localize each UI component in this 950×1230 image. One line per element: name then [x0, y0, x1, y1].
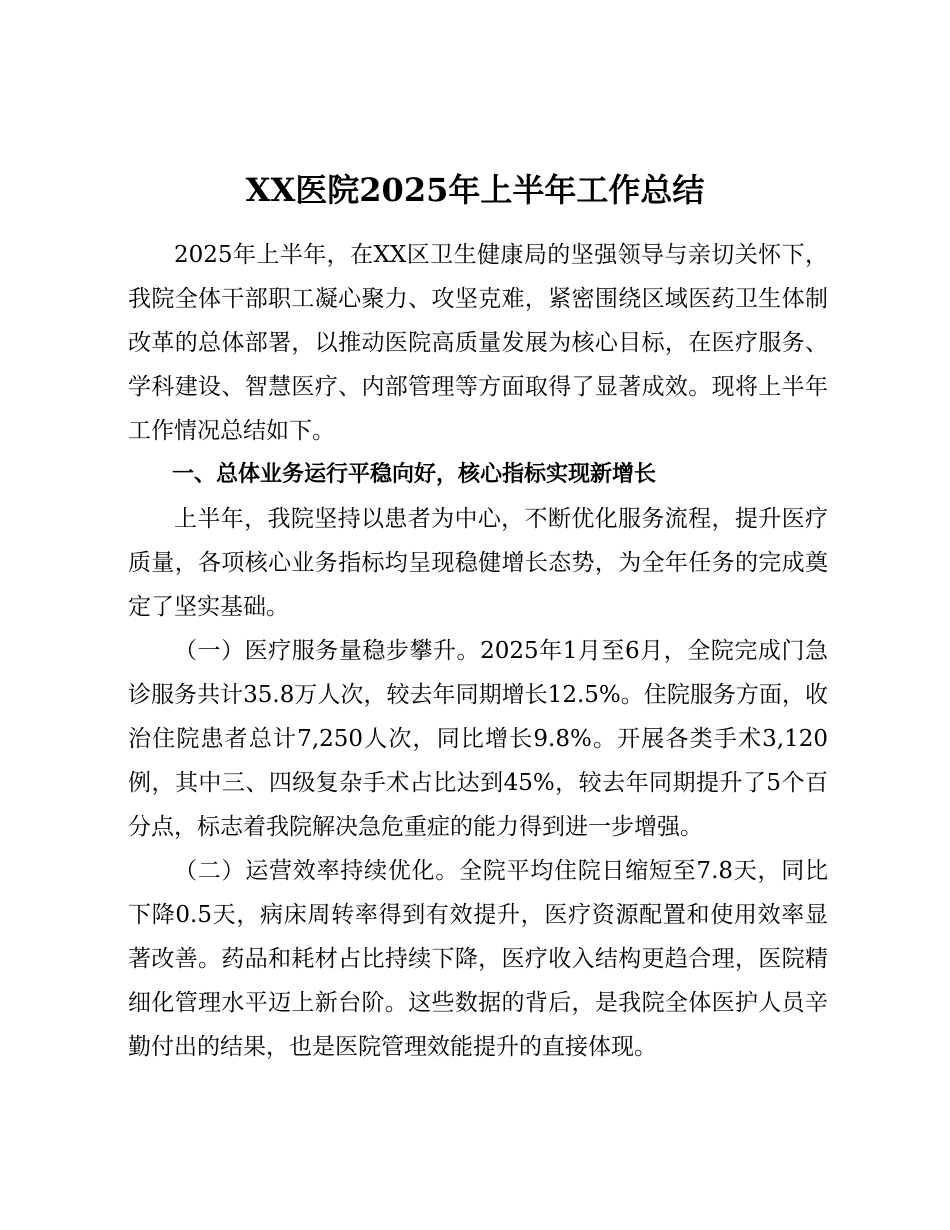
section-intro-paragraph: 上半年，我院坚持以患者为中心，不断优化服务流程，提升医疗质量，各项核心业务指标均呈现稳健增长态势，为全年任务的完成奠定了坚实基础。 [128, 506, 828, 620]
document-body [128, 233, 828, 1069]
section-heading: 一、总体业务运行平稳向好，核心指标实现新增长 [172, 462, 657, 487]
intro-paragraph: 2025年上半年，在XX区卫生健康局的坚强领导与亲切关怀下，我院全体干部职工凝心聚力、攻坚克难，紧密围绕区域医药卫生体制改革的总体部署，以推动医院高质量发展为核心目标，在医疗服务、学科建设、智慧医疗、内部管理等方面取得了显著成效。现将上半年工作情况总结如下。 [128, 242, 828, 444]
operation-efficiency-paragraph: （二）运营效率持续优化。全院平均住院日缩短至7.8天，同比下降0.5天，病床周转率得到有效提升，医疗资源配置和使用效率显著改善。药品和耗材占比持续下降，医疗收入结构更趋合理，医院精细化管理水平迈上新台阶。这些数据的背后，是我院全体医护人员辛勤付出的结果，也是医院管理效能提升的直接体现。 [128, 858, 828, 1060]
document-title: XX医院2025年上半年工作总结 [245, 171, 705, 209]
medical-service-paragraph: （一）医疗服务量稳步攀升。2025年1月至6月，全院完成门急诊服务共计35.8万人次，较去年同期增长12.5%。住院服务方面，收治住院患者总计7,250人次，同比增长9.8%。开展各类手术3,120例，其中三、四级复杂手术占比达到45%，较去年同期提升了5个百分点，标志着我院解决急危重症的能力得到进一步增强。 [128, 638, 828, 840]
